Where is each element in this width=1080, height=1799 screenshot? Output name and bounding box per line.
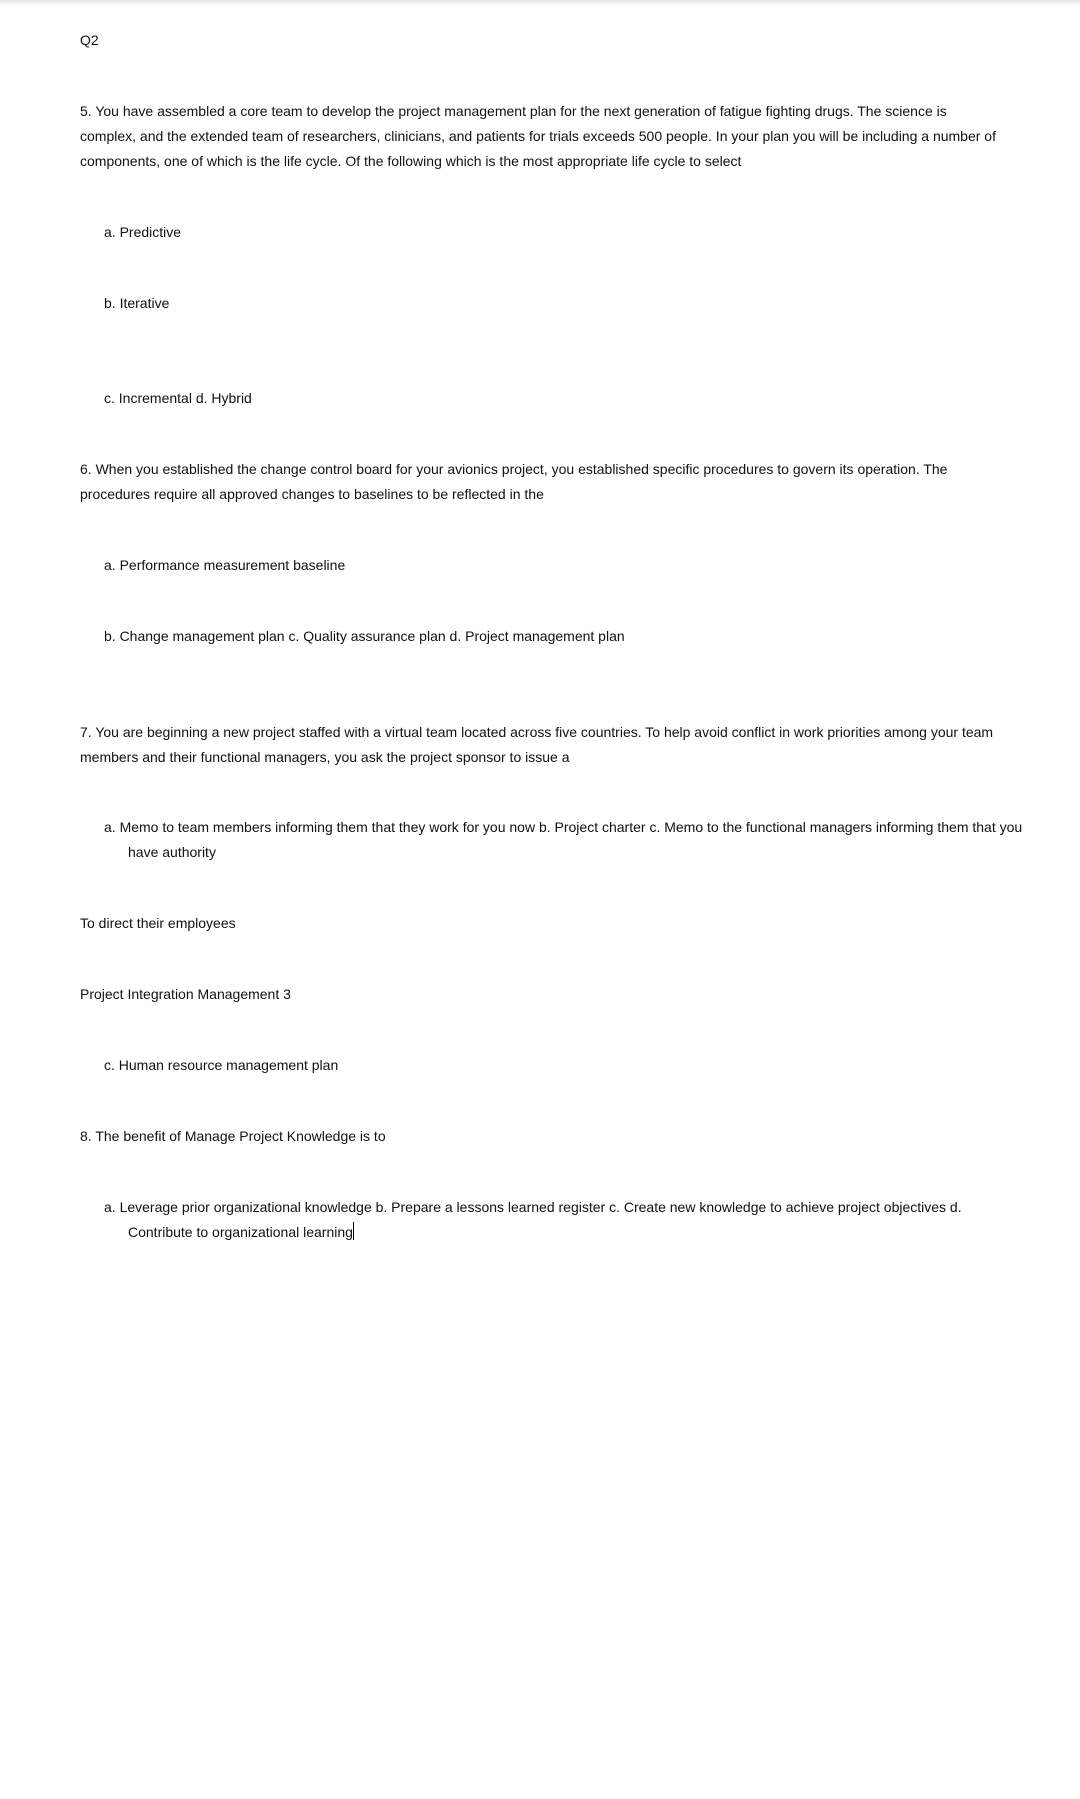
question-7-options-a-b-c: a. Memo to team members informing them that they work for you now b. Project charter c. Memo to the functional managers informing them that you have authority	[104, 819, 1023, 860]
question-7-continuation: To direct their employees	[80, 915, 236, 931]
question-8-stem: 8. The benefit of Manage Project Knowledge is to	[80, 1128, 386, 1144]
question-6-option-b-c-d: b. Change management plan c. Quality assurance plan d. Project management plan	[104, 628, 625, 644]
page-footer-text: Project Integration Management 3	[80, 986, 291, 1002]
question-8-options	[104, 1195, 1026, 1245]
document-heading: Q2	[80, 32, 99, 48]
page-top-shadow	[0, 0, 1080, 6]
question-7-stem: 7. You are beginning a new project staffed with a virtual team located across five countries. To help avoid conflict in work priorities among your team members and their functional managers, you ask the project sponsor to issue a	[80, 724, 994, 765]
question-8-options-text: a. Leverage prior organizational knowledge b. Prepare a lessons learned register c. Create new knowledge to achieve project objectives d. Contribute to organizational learning	[104, 1199, 962, 1240]
text-cursor	[353, 1222, 354, 1240]
question-5-option-b: b. Iterative	[104, 295, 170, 311]
question-7-option-c-hr-plan: c. Human resource management plan	[104, 1057, 339, 1073]
question-6-stem: 6. When you established the change control board for your avionics project, you established specific procedures to govern its operation. The procedures require all approved changes to baselines to be reflected in the	[80, 461, 948, 502]
question-5-option-a: a. Predictive	[104, 224, 182, 240]
question-5-option-c-d: c. Incremental d. Hybrid	[104, 390, 252, 406]
question-6-option-a: a. Performance measurement baseline	[104, 557, 346, 573]
question-5-stem: 5. You have assembled a core team to develop the project management plan for the next generation of fatigue fighting drugs. The science is complex, and the extended team of researchers, clinicians, and patients for trials exceeds 500 people. In your plan you will be including a number of components, one of which is the life cycle. Of the following which is the most appropriate life cycle to select	[80, 103, 996, 169]
